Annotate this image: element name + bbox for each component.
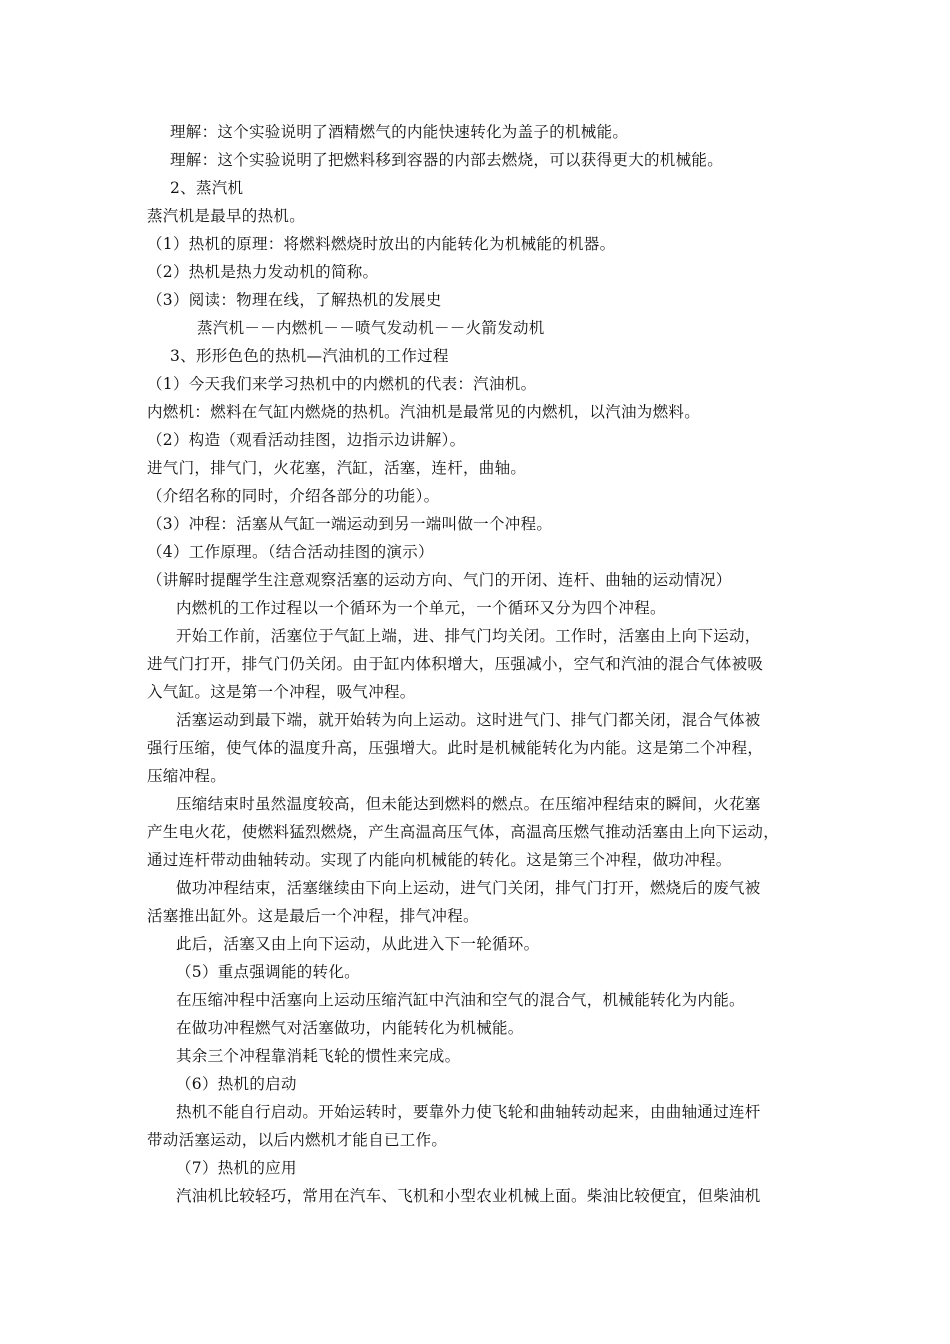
text-line: （1）今天我们来学习热机中的内燃机的代表：汽油机。 — [147, 375, 537, 393]
text-line: 蒸汽机是最早的热机。 — [147, 207, 306, 225]
text-line: 在压缩冲程中活塞向上运动压缩汽缸中汽油和空气的混合气，机械能转化为内能。 — [176, 991, 745, 1009]
section-heading: 2、蒸汽机 — [170, 179, 244, 197]
text-line: 内燃机的工作过程以一个循环为一个单元，一个循环又分为四个冲程。 — [176, 599, 666, 617]
text-line: （6）热机的启动 — [176, 1075, 297, 1093]
text-line: 进气门打开，排气门仍关闭。由于缸内体积增大，压强减小，空气和汽油的混合气体被吸 — [147, 655, 764, 673]
text-line: 压缩冲程。 — [147, 767, 227, 785]
text-line: 内燃机：燃料在气缸内燃烧的热机。汽油机是最常见的内燃机，以汽油为燃料。 — [147, 403, 701, 421]
text-line: 活塞推出缸外。这是最后一个冲程，排气冲程。 — [147, 907, 479, 925]
text-line: （4）工作原理。（结合活动挂图的演示） — [147, 543, 434, 561]
text-line: 做功冲程结束，活塞继续由下向上运动，进气门关闭，排气门打开，燃烧后的废气被 — [176, 879, 761, 897]
text-line: 在做功冲程燃气对活塞做功，内能转化为机械能。 — [176, 1019, 524, 1037]
text-line: 强行压缩，使气体的温度升高，压强增大。此时是机械能转化为内能。这是第二个冲程， — [147, 739, 764, 757]
text-line: （2）构造（观看活动挂图，边指示边讲解）。 — [147, 431, 466, 449]
text-line: （7）热机的应用 — [176, 1159, 297, 1177]
section-heading: 3、形形色色的热机—汽油机的工作过程 — [170, 347, 449, 365]
text-line: （1）热机的原理：将燃料燃烧时放出的内能转化为机械能的机器。 — [147, 235, 616, 253]
text-line: 压缩结束时虽然温度较高，但未能达到燃料的燃点。在压缩冲程结束的瞬间，火花塞 — [176, 795, 761, 813]
text-line: 入气缸。这是第一个冲程，吸气冲程。 — [147, 683, 416, 701]
text-line: 热机不能自行启动。开始运转时，要靠外力使飞轮和曲轴转动起来，由曲轴通过连杆 — [176, 1103, 761, 1121]
text-line: 产生电火花，使燃料猛烈燃烧，产生高温高压气体，高温高压燃气推动活塞由上向下运动， — [147, 823, 780, 841]
text-line: （介绍名称的同时，介绍各部分的功能）。 — [147, 487, 440, 505]
text-line: 理解：这个实验说明了酒精燃气的内能快速转化为盖子的机械能。 — [170, 123, 629, 141]
text-line: （2）热机是热力发动机的简称。 — [147, 263, 379, 281]
text-line: （3）阅读：物理在线，了解热机的发展史 — [147, 291, 442, 309]
text-line: 蒸汽机－－内燃机－－喷气发动机－－火箭发动机 — [197, 319, 545, 337]
text-line: 其余三个冲程靠消耗飞轮的惯性来完成。 — [176, 1047, 461, 1065]
text-line: 理解：这个实验说明了把燃料移到容器的内部去燃烧，可以获得更大的机械能。 — [170, 151, 724, 169]
text-line: 此后，活塞又由上向下运动，从此进入下一轮循环。 — [176, 935, 540, 953]
text-line: （5）重点强调能的转化。 — [176, 963, 360, 981]
text-line: 带动活塞运动，以后内燃机才能自已工作。 — [147, 1131, 448, 1149]
text-line: （3）冲程：活塞从气缸一端运动到另一端叫做一个冲程。 — [147, 515, 553, 533]
text-line: （讲解时提醒学生注意观察活塞的运动方向、气门的开闭、连杆、曲轴的运动情况） — [147, 571, 732, 589]
text-line: 进气门，排气门，火花塞，汽缸，活塞，连杆，曲轴。 — [147, 459, 527, 477]
text-line: 活塞运动到最下端，就开始转为向上运动。这时进气门、排气门都关闭，混合气体被 — [176, 711, 761, 729]
text-line: 汽油机比较轻巧，常用在汽车、飞机和小型农业机械上面。柴油比较便宜，但柴油机 — [176, 1187, 761, 1205]
text-line: 通过连杆带动曲轴转动。实现了内能向机械能的转化。这是第三个冲程，做功冲程。 — [147, 851, 732, 869]
text-line: 开始工作前，活塞位于气缸上端，进、排气门均关闭。工作时，活塞由上向下运动， — [176, 627, 761, 645]
